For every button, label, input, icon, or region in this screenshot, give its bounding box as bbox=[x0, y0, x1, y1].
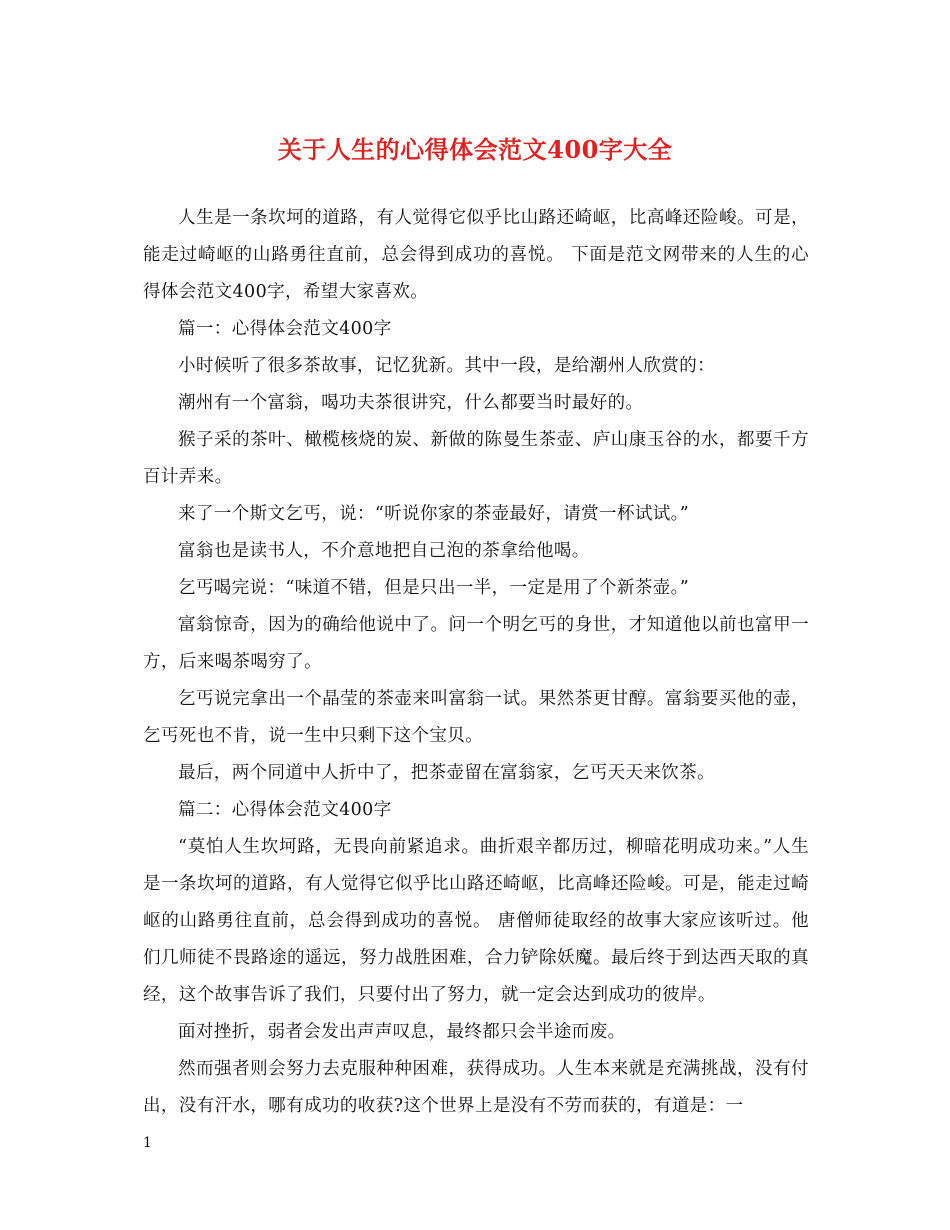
paragraph: 然而强者则会努力去克服种种困难，获得成功。人生本来就是充满挑战，没有付出，没有汗水，哪有成功的收获?这个世界上是没有不劳而获的，有道是：一 bbox=[143, 1059, 809, 1116]
paragraph: 富翁也是读书人，不介意地把自己泡的茶拿给他喝。 bbox=[178, 541, 590, 561]
paragraph: 潮州有一个富翁，喝功夫茶很讲究，什么都要当时最好的。 bbox=[178, 393, 644, 413]
document-body bbox=[143, 200, 809, 1125]
paragraph: 猴子采的茶叶、橄榄核烧的炭、新做的陈曼生茶壶、庐山康玉谷的水，都要千方百计弄来。 bbox=[143, 430, 809, 487]
document-title: 关于人生的心得体会范文400字大全 bbox=[277, 135, 673, 164]
paragraph: 乞丐说完拿出一个晶莹的茶壶来叫富翁一试。果然茶更甘醇。富翁要买他的壶，乞丐死也不肯，说一生中只剩下这个宝贝。 bbox=[143, 689, 809, 746]
section-heading: 篇二：心得体会范文400字 bbox=[178, 800, 392, 820]
paragraph: “莫怕人生坎坷路，无畏向前紧追求。曲折艰辛都历过，柳暗花明成功来。”人生是一条坎坷的道路，有人觉得它似乎比山路还崎岖，比高峰还险峻。可是，能走过崎岖的山路勇往直前，总会得到成功的喜悦。 唐僧师徒取经的故事大家应该听过。他们几师徒不畏路途的遥远，努力战胜困难，合力铲除妖魔。最后终于到达西天取的真经，这个故事告诉了我们，只要付出了努力，就一定会达到成功的彼岸。 bbox=[143, 837, 809, 1005]
paragraph: 面对挫折，弱者会发出声声叹息，最终都只会半途而废。 bbox=[178, 1022, 626, 1042]
paragraph: 乞丐喝完说：“味道不错，但是只出一半，一定是用了个新茶壶。” bbox=[178, 578, 690, 598]
paragraph: 人生是一条坎坷的道路，有人觉得它似乎比山路还崎岖，比高峰还险峻。可是，能走过崎岖的山路勇往直前，总会得到成功的喜悦。 下面是范文网带来的人生的心得体会范文400字，希望大家喜欢。 bbox=[143, 208, 809, 302]
paragraph: 小时候听了很多茶故事，记忆犹新。其中一段，是给潮州人欣赏的： bbox=[178, 356, 715, 376]
paragraph: 富翁惊奇，因为的确给他说中了。问一个明乞丐的身世，才知道他以前也富甲一方，后来喝茶喝穷了。 bbox=[143, 615, 809, 672]
section-heading: 篇一：心得体会范文400字 bbox=[178, 319, 392, 339]
paragraph: 最后，两个同道中人折中了，把茶壶留在富翁家，乞丐天天来饮茶。 bbox=[178, 763, 715, 783]
page-number: 1 bbox=[143, 1135, 152, 1151]
paragraph: 来了一个斯文乞丐，说：“听说你家的茶壶最好，请赏一杯试试。” bbox=[178, 504, 690, 524]
